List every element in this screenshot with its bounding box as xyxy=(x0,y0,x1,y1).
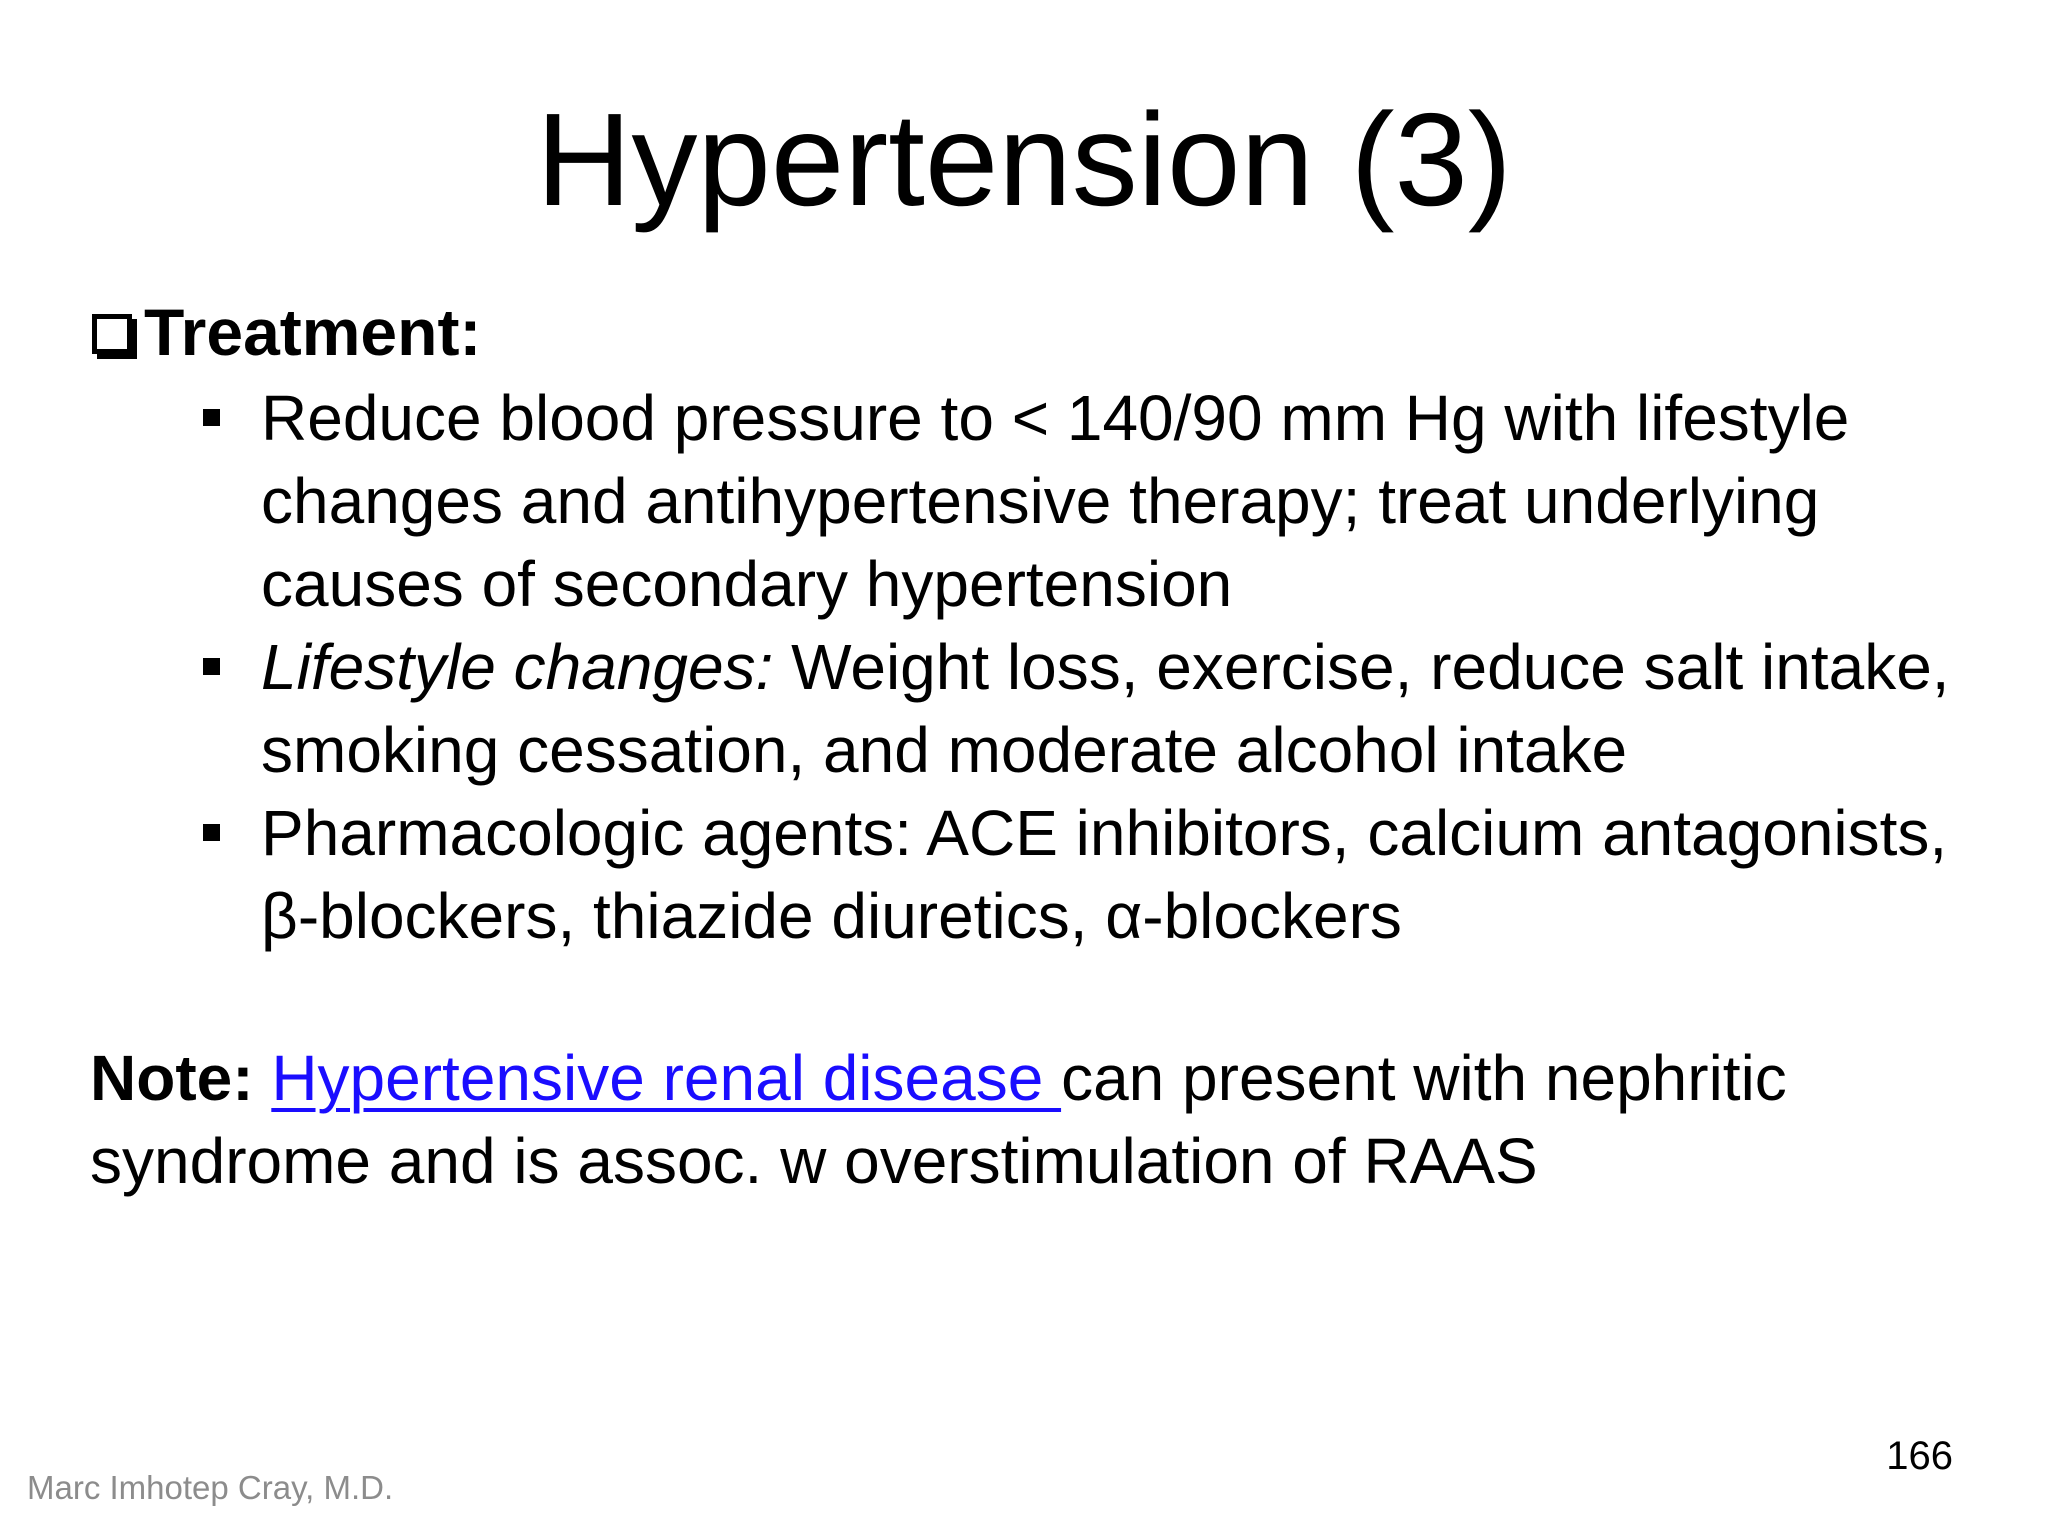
note-label: Note: xyxy=(90,1042,254,1114)
author-credit: Marc Imhotep Cray, M.D. xyxy=(27,1469,394,1506)
section-heading xyxy=(92,292,481,372)
treatment-bullet-list xyxy=(195,377,2015,958)
section-heading-label: Treatment: xyxy=(144,295,482,369)
square-bullet-icon xyxy=(203,824,220,841)
square-bullet-icon xyxy=(203,409,220,426)
bullet-item xyxy=(195,377,2015,626)
bullet-prefix: Lifestyle changes: xyxy=(261,631,774,703)
hypertensive-renal-disease-link[interactable]: Hypertensive renal disease xyxy=(271,1042,1062,1114)
bullet-item xyxy=(195,626,2015,792)
slide-title: Hypertension (3) xyxy=(536,86,1512,233)
page-number: 166 xyxy=(1886,1434,1953,1478)
bullet-text: Reduce blood pressure to < 140/90 mm Hg with lifestyle changes and antihypertensive therapy; treat underlying causes of secondary hypertension xyxy=(261,382,1850,620)
note-text: can present with nephritic syndrome and is assoc. w overstimulation of RAAS xyxy=(90,1042,1787,1197)
square-bullet-icon xyxy=(203,658,220,675)
note-paragraph xyxy=(90,1037,1990,1203)
bullet-item xyxy=(195,792,2015,958)
checkbox-icon xyxy=(92,314,132,354)
bullet-text: Weight loss, exercise, reduce salt intake, smoking cessation, and moderate alcohol intake xyxy=(261,631,1950,786)
bullet-text: Pharmacologic agents: ACE inhibitors, calcium antagonists, β-blockers, thiazide diuretics, α-blockers xyxy=(261,797,1948,952)
